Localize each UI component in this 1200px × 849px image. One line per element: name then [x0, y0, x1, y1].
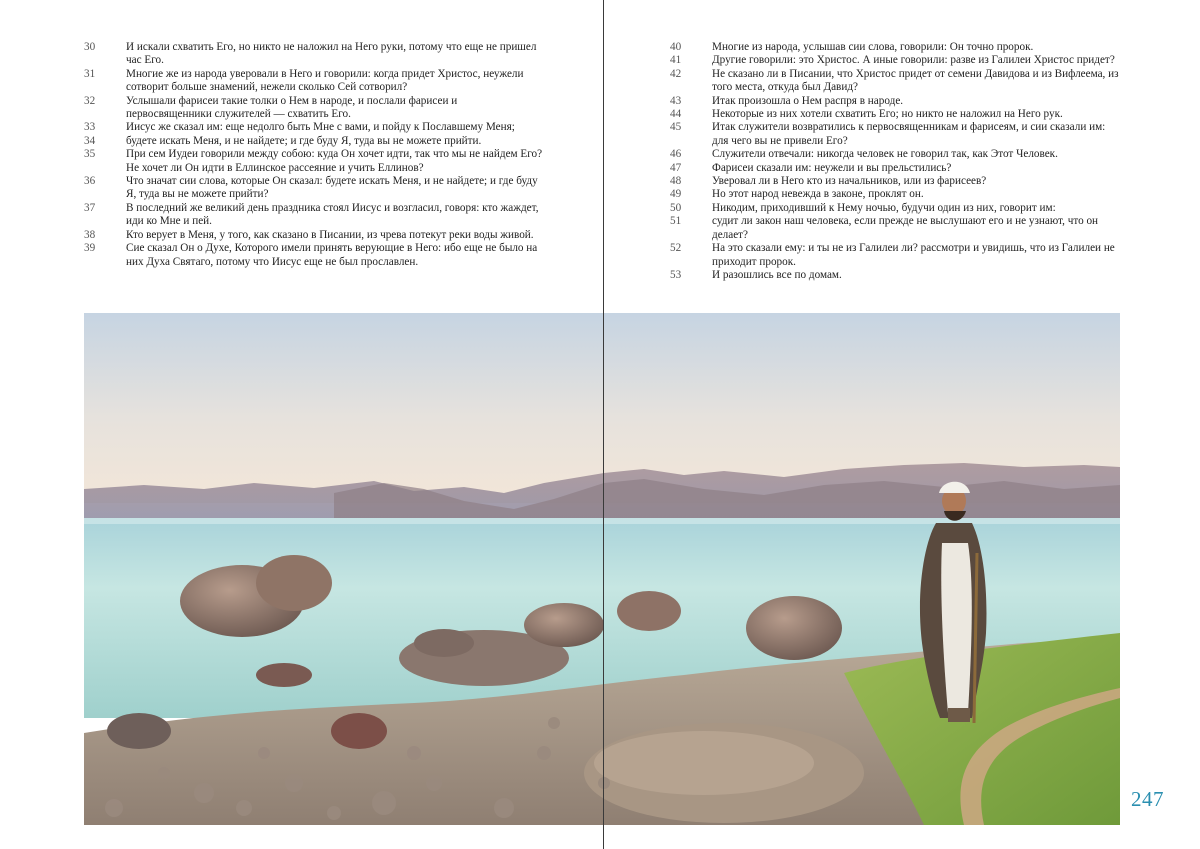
verse-number: 53: [670, 268, 682, 281]
verse-number: 51: [670, 215, 682, 228]
verse: [670, 121, 1122, 148]
verse-text: Итак произошла о Нем распря в народе.: [712, 94, 904, 107]
painting-sea-of-galilee: [84, 313, 1120, 825]
verse-number: 46: [670, 148, 682, 161]
verse-number: 34: [84, 134, 96, 147]
verse: [670, 108, 1122, 121]
verse: [670, 188, 1122, 201]
verse-text: Что значат сии слова, которые Он сказал: будете искать Меня, и не найдете; и где буду Я, туда вы не можете прийти?: [126, 175, 538, 201]
verse-number: 35: [84, 148, 96, 161]
verse: [84, 242, 544, 269]
verse-text: Услышали фарисеи такие толки о Нем в народе, и послали фарисеи и первосвященники служителей — схватить Его.: [126, 94, 458, 121]
verse: [670, 95, 1122, 108]
verse: [84, 202, 544, 229]
verse: [670, 162, 1122, 175]
verse-text: При сем Иудеи говорили между собою: куда Он хочет идти, так что мы не найдем Его? Не хочет ли Он идти в Еллинское рассеяние и учить Еллинов?: [126, 148, 543, 174]
page-gutter: [603, 0, 604, 849]
verse-number: 48: [670, 175, 682, 188]
verse-text: В последний же великий день праздника стоял Иисус и возгласил, говоря: кто жаждет, иди ко Мне и пей.: [126, 201, 539, 228]
verse: [84, 229, 544, 242]
verse: [670, 68, 1122, 95]
verse-number: 41: [670, 54, 682, 67]
verse: [670, 41, 1122, 54]
verse: [84, 68, 544, 95]
verse: [670, 215, 1122, 242]
verse-number: 44: [670, 108, 682, 121]
verse: [84, 95, 544, 122]
verse: [670, 148, 1122, 161]
verse-number: 32: [84, 94, 96, 107]
verse-text: Некоторые из них хотели схватить Его; но никто не наложил на Него рук.: [712, 108, 1063, 121]
verse-text: Служители отвечали: никогда человек не говорил так, как Этот Человек.: [712, 148, 1058, 161]
verse: [84, 135, 544, 148]
verse-text: Фарисеи сказали им: неужели и вы прельстились?: [712, 161, 952, 174]
verse-number: 39: [84, 242, 96, 255]
painting-artwork: [84, 313, 1120, 825]
verse-number: 31: [84, 67, 96, 80]
verse-number: 40: [670, 41, 682, 53]
verse: [670, 54, 1122, 67]
verse-text: судит ли закон наш человека, если прежде не выслушают его и не узнают, что он делает?: [712, 215, 1099, 241]
verse: [84, 175, 544, 202]
verse: [670, 175, 1122, 188]
verse-number: 50: [670, 201, 682, 214]
verse: [670, 202, 1122, 215]
verse-text: Многие из народа, услышав сии слова, говорили: Он точно пророк.: [712, 41, 1034, 53]
verse-number: 33: [84, 121, 96, 134]
verse-text: Сие сказал Он о Духе, Которого имели принять верующие в Него: ибо еще не было на них Духа Святаго, потому что Иисус еще не был прославлен.: [126, 242, 538, 268]
verse-text: будете искать Меня, и не найдете; и где буду Я, туда вы не можете прийти.: [126, 134, 482, 147]
verse: [670, 269, 1122, 282]
page-number: 247: [1131, 787, 1164, 811]
left-text-column: [84, 41, 544, 269]
verse: [84, 148, 544, 175]
verse-number: 42: [670, 67, 682, 80]
verse-text: И разошлись все по домам.: [712, 268, 842, 281]
verse-number: 36: [84, 175, 96, 188]
verse-number: 47: [670, 161, 682, 174]
verse-number: 37: [84, 201, 96, 214]
right-text-column: [670, 41, 1122, 282]
verse-text: Иисус же сказал им: еще недолго быть Мне с вами, и пойду к Пославшему Меня;: [126, 121, 515, 134]
verse-number: 43: [670, 94, 682, 107]
verse-text: Другие говорили: это Христос. А иные говорили: разве из Галилеи Христос придет?: [712, 54, 1115, 67]
verse-number: 52: [670, 242, 682, 255]
verse-number: 38: [84, 228, 96, 241]
verse-number: 45: [670, 121, 682, 134]
rock-right-red: [746, 596, 842, 660]
verse-text: Уверовал ли в Него кто из начальников, или из фарисеев?: [712, 175, 987, 188]
verse-text: Но этот народ невежда в законе, проклят он.: [712, 188, 924, 201]
verse: [670, 242, 1122, 269]
verse-number: 49: [670, 188, 682, 201]
verse: [84, 41, 544, 68]
verse-text: Кто верует в Меня, у того, как сказано в Писании, из чрева потекут реки воды живой.: [126, 228, 534, 241]
verse-number: 30: [84, 41, 96, 53]
verse-text: На это сказали ему: и ты не из Галилеи ли? рассмотри и увидишь, что из Галилеи не приходит пророк.: [712, 242, 1115, 268]
verse: [84, 121, 544, 134]
verse-text: Никодим, приходивший к Нему ночью, будучи один из них, говорит им:: [712, 201, 1056, 214]
verse-text: Итак служители возвратились к первосвященникам и фарисеям, и сии сказали им: для чего вы не привели Его?: [712, 121, 1106, 147]
verse-text: Многие же из народа уверовали в Него и говорили: когда придет Христос, неужели сотворит больше знамений, нежели сколько Сей сотворил?: [126, 67, 524, 94]
verse-text: Не сказано ли в Писании, что Христос придет от семени Давидова и из Вифлеема, из того места, откуда был Давид?: [712, 67, 1119, 94]
verse-text: И искали схватить Его, но никто не наложил на Него руки, потому что еще не пришел час Его.: [126, 41, 537, 67]
